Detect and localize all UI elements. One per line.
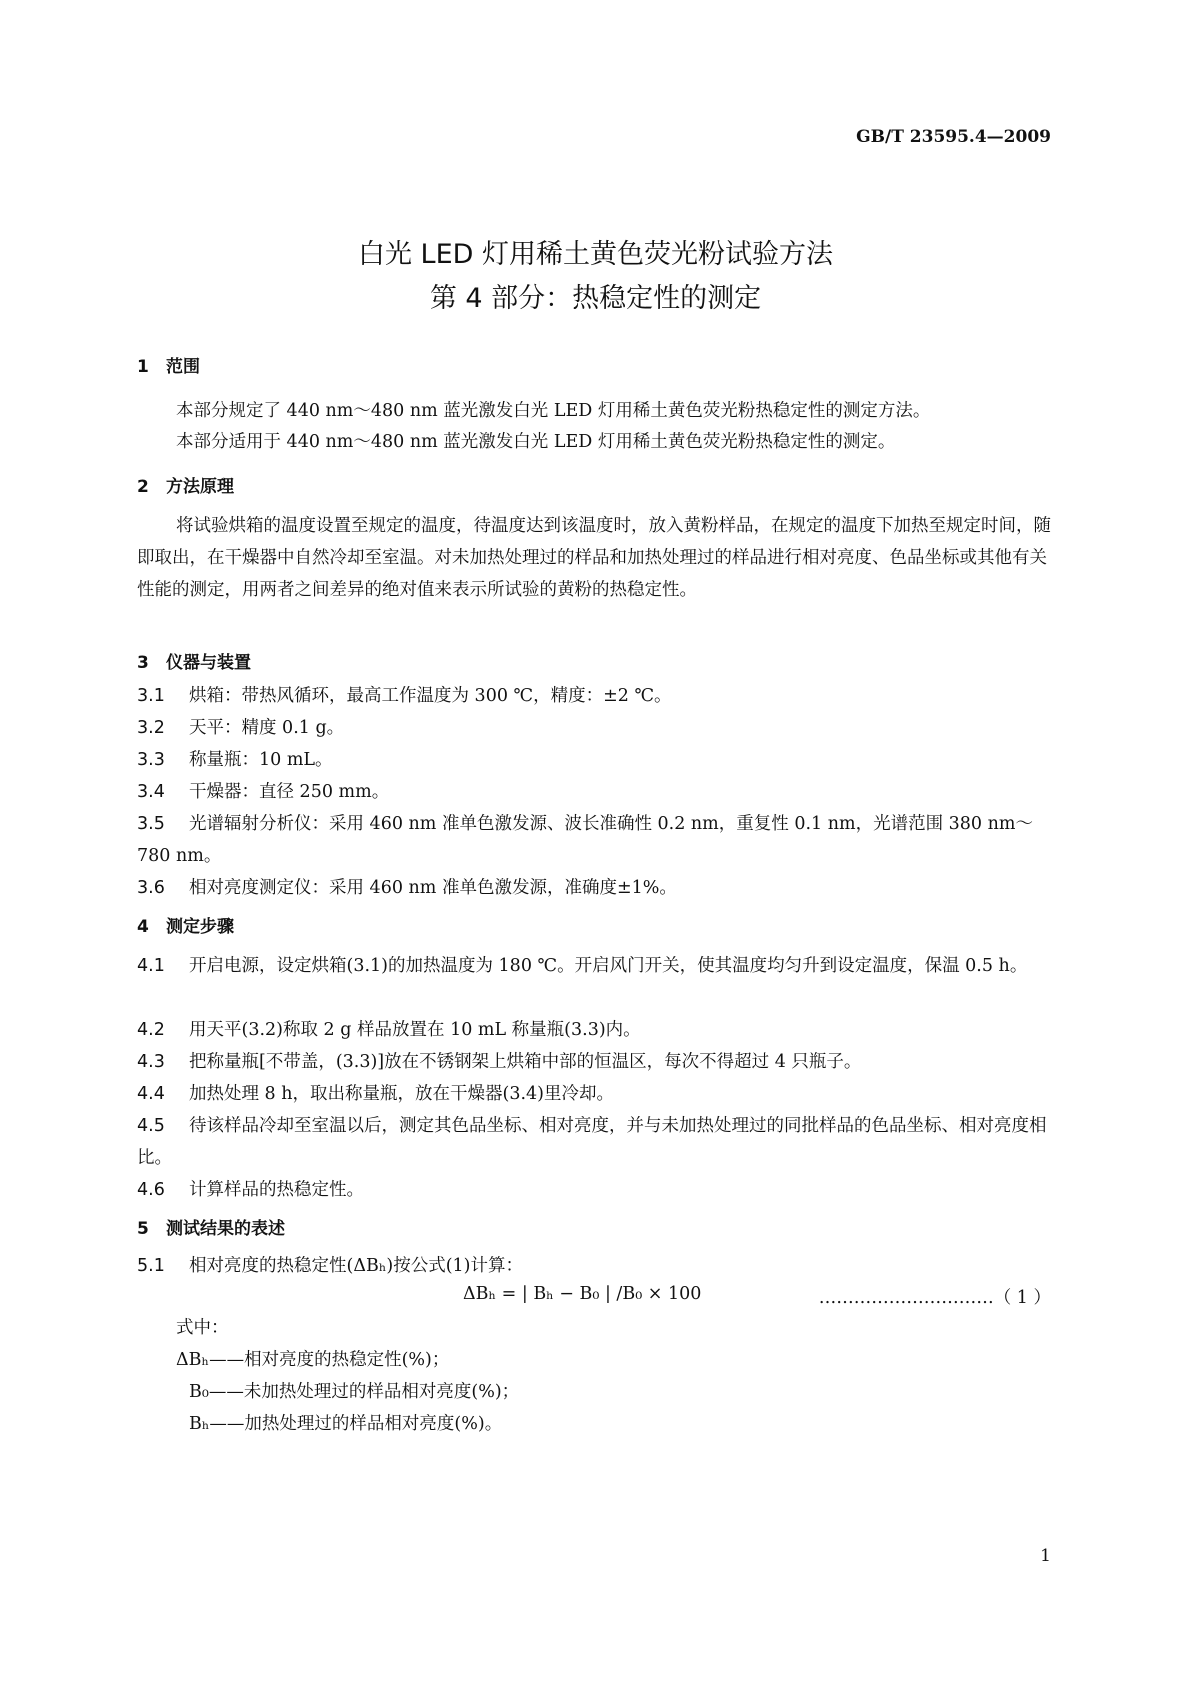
clause-text: 称量瓶：10 mL。 <box>189 750 333 770</box>
clause-text: 开启电源，设定烘箱(3.1)的加热温度为 180 ℃。开启风门开关，使其温度均匀升到设定温度，保温 0.5 h。 <box>189 956 1028 976</box>
clause-number: 3.2 <box>137 718 165 738</box>
clause-item <box>137 1250 1051 1282</box>
clause-text: 干燥器：直径 250 mm。 <box>189 782 390 802</box>
clause-item <box>137 950 1051 982</box>
clause-item <box>137 1110 1051 1174</box>
variable-definition: B₀——未加热处理过的样品相对亮度(%)； <box>189 1382 520 1402</box>
section-1-heading <box>137 352 200 377</box>
clause-number: 3.4 <box>137 782 165 802</box>
section-title: 测定步骤 <box>166 917 234 937</box>
section-title: 测试结果的表述 <box>166 1219 285 1239</box>
clause-text: 烘箱：带热风循环，最高工作温度为 300 ℃，精度：±2 ℃。 <box>189 686 672 706</box>
equation-number: …………………………（ 1 ） <box>818 1288 1051 1308</box>
document-title-line-2: 第 4 部分：热稳定性的测定 <box>429 283 762 314</box>
paragraph-text: 将试验烘箱的温度设置至规定的温度，待温度达到该温度时，放入黄粉样品，在规定的温度下加热至规定时间，随即取出，在干燥器中自然冷却至室温。对未加热处理过的样品和加热处理过的样品进行相对亮度、色品坐标或其他有关性能的测定，用两者之间差异的绝对值来表示所试验的黄粉的热稳定性。 <box>137 516 1051 600</box>
clause-number: 4.2 <box>137 1020 165 1040</box>
section-2-heading <box>137 472 234 497</box>
section-title: 范围 <box>166 357 200 377</box>
clause-text: 待该样品冷却至室温以后，测定其色品坐标、相对亮度，并与未加热处理过的同批样品的色品坐标、相对亮度相比。 <box>137 1116 1047 1168</box>
clause-text: 用天平(3.2)称取 2 g 样品放置在 10 mL 称量瓶(3.3)内。 <box>189 1020 641 1040</box>
section-5-heading <box>137 1214 285 1239</box>
clause-number: 4.6 <box>137 1180 165 1200</box>
section-number: 4 <box>137 917 149 937</box>
clause-text: 加热处理 8 h，取出称量瓶，放在干燥器(3.4)里冷却。 <box>189 1084 615 1104</box>
formula: ΔBₕ = | Bₕ − B₀ | /B₀ × 100 <box>463 1284 702 1304</box>
clause-text: 把称量瓶[不带盖，(3.3)]放在不锈钢架上烘箱中部的恒温区，每次不得超过 4 只瓶子。 <box>189 1052 862 1072</box>
clause-item <box>137 712 1051 744</box>
clause-item <box>137 872 1051 904</box>
clause-number: 3.6 <box>137 878 165 898</box>
clause-text: 天平：精度 0.1 g。 <box>189 718 345 738</box>
section-number: 5 <box>137 1219 149 1239</box>
page-number: 1 <box>1040 1546 1051 1566</box>
clause-number: 3.1 <box>137 686 165 706</box>
method-principle-paragraph <box>137 510 1051 606</box>
section-number: 1 <box>137 357 149 377</box>
clause-number: 5.1 <box>137 1256 165 1276</box>
where-label: 式中： <box>176 1318 229 1338</box>
section-4-heading <box>137 912 234 937</box>
clause-number: 4.5 <box>137 1116 165 1136</box>
clause-item <box>137 776 1051 808</box>
clause-text: 光谱辐射分析仪：采用 460 nm 准单色激发源、波长准确性 0.2 nm，重复性 0.1 nm，光谱范围 380 nm～780 nm。 <box>137 814 1033 866</box>
section-title: 方法原理 <box>166 477 234 497</box>
clause-text: 相对亮度的热稳定性(ΔBₕ)按公式(1)计算： <box>189 1256 524 1276</box>
clause-number: 4.3 <box>137 1052 165 1072</box>
standard-code: GB/T 23595.4—2009 <box>856 127 1051 147</box>
variable-definition: Bₕ——加热处理过的样品相对亮度(%)。 <box>189 1414 503 1434</box>
section-number: 2 <box>137 477 149 497</box>
paragraph: 本部分适用于 440 nm～480 nm 蓝光激发白光 LED 灯用稀土黄色荧光粉热稳定性的测定。 <box>176 432 896 452</box>
clause-item <box>137 744 1051 776</box>
clause-item <box>137 1174 1051 1206</box>
clause-number: 4.1 <box>137 956 165 976</box>
paragraph: 本部分规定了 440 nm～480 nm 蓝光激发白光 LED 灯用稀土黄色荧光粉热稳定性的测定方法。 <box>176 401 931 421</box>
clause-item <box>137 1014 1051 1046</box>
variable-definition: ΔBₕ——相对亮度的热稳定性(%)； <box>176 1350 450 1370</box>
clause-text: 计算样品的热稳定性。 <box>189 1180 364 1200</box>
clause-number: 3.3 <box>137 750 165 770</box>
clause-number: 4.4 <box>137 1084 165 1104</box>
clause-text: 相对亮度测定仪：采用 460 nm 准单色激发源，准确度±1%。 <box>189 878 677 898</box>
section-number: 3 <box>137 653 149 673</box>
document-title-line-1: 白光 LED 灯用稀土黄色荧光粉试验方法 <box>357 239 834 270</box>
clause-item <box>137 808 1051 872</box>
clause-item <box>137 1078 1051 1110</box>
clause-item <box>137 1046 1051 1078</box>
clause-item <box>137 680 1051 712</box>
section-3-heading <box>137 648 251 673</box>
section-title: 仪器与装置 <box>166 653 251 673</box>
clause-number: 3.5 <box>137 814 165 834</box>
